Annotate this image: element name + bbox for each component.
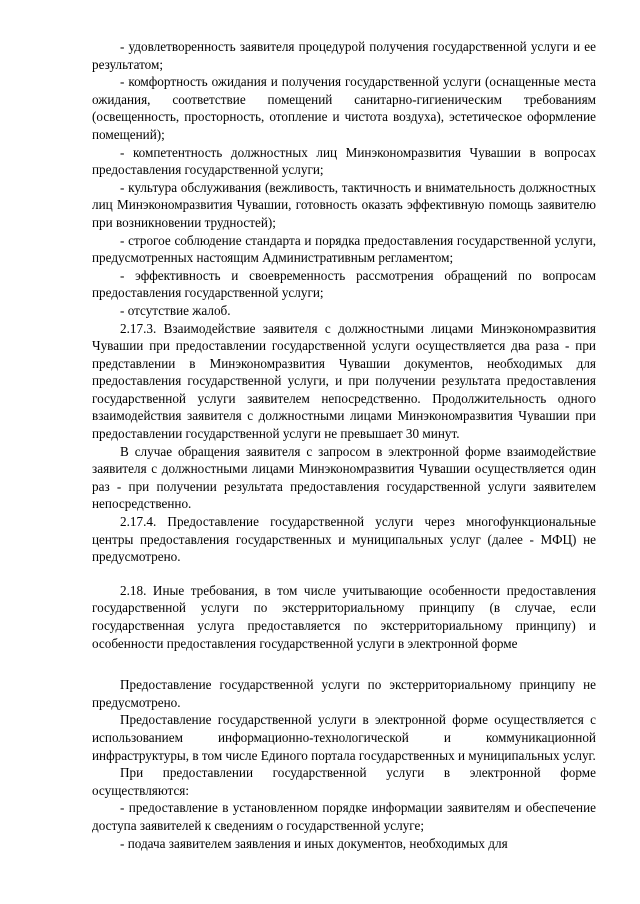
paragraph-competence: - компетентность должностных лиц Минэкономразвития Чувашии в вопросах предоставления государственной услуги; (92, 144, 596, 178)
paragraph-electronic-steps-intro: При предоставлении государственной услуги в электронной форме осуществляются: (92, 765, 596, 798)
paragraph-information-access: - предоставление в установленном порядке информации заявителям и обеспечение доступа заявителей к сведениям о государственной услуге; (92, 800, 596, 833)
paragraph-extraterritorial: Предоставление государственной услуги по экстерриториальному принципу не предусмотрено. (92, 677, 596, 710)
paragraph-electronic-provision: Предоставление государственной услуги в электронной форме осуществляется с использованием информационно-технологической и коммуникационной инфраструктуры, в том числе Единого портала государственных и муниципальных услуг. (92, 712, 596, 763)
paragraph-comfort: - комфортность ожидания и получения государственной услуги (оснащенные места ожидания, соответствие помещений санитарно-гигиеническим требованиям (освещенность, просторность, отопление и чистота воздуха), эстетическое оформление помещений); (92, 74, 596, 142)
section-spacer (92, 566, 596, 582)
paragraph-service-culture: - культура обслуживания (вежливость, тактичность и внимательность должностных лиц Минэкономразвития Чувашии, готовность оказать эффективную помощь заявителю при возникновении трудностей); (92, 179, 596, 230)
paragraph-efficiency: - эффективность и своевременность рассмотрения обращений по вопросам предоставления государственной услуги; (92, 267, 596, 301)
section-2-17-4: 2.17.4. Предоставление государственной услуги через многофункциональные центры предоставления государственных и муниципальных услуг (далее - МФЦ) не предусмотрено. (92, 514, 596, 565)
section-2-17-3: 2.17.3. Взаимодействие заявителя с должностными лицами Минэкономразвития Чувашии при предоставлении государственной услуги осуществляется два раза - при представлении в Минэкономразвития Чувашии документов, необходимых для предоставления государственной услуги, и при получении результата предоставления государственной услуги заявителем непосредственно. Продолжительность одного взаимодействия заявителя с должностными лицами Минэкономразвития Чувашии при предоставлении государственной услуги не превышает 30 минут. (92, 320, 596, 442)
paragraph-document-submission: - подача заявителем заявления и иных документов, необходимых для (120, 835, 508, 851)
paragraph-satisfaction: - удовлетворенность заявителя процедурой получения государственной услуги и ее результатом; (92, 39, 596, 72)
section-2-18-heading: 2.18. Иные требования, в том числе учитывающие особенности предоставления государственной услуги по экстерриториальному принципу (в случае, если государственная услуга предоставляется по экстерриториальному принципу) и особенности предоставления государственной услуги в электронной форме (92, 582, 596, 651)
paragraph-standard-compliance: - строгое соблюдение стандарта и порядка предоставления государственной услуги, предусмотренных настоящим Административным регламентом; (92, 232, 596, 266)
paragraph-electronic-request: В случае обращения заявителя с запросом в электронной форме взаимодействие заявителя с должностными лицами Минэкономразвития Чувашии осуществляется один раз - при получении результата предоставления государственной услуги заявителем непосредственно. (92, 443, 596, 512)
section-spacer (92, 652, 596, 676)
document-page (92, 38, 596, 852)
paragraph-no-complaints: - отсутствие жалоб. (120, 302, 231, 318)
